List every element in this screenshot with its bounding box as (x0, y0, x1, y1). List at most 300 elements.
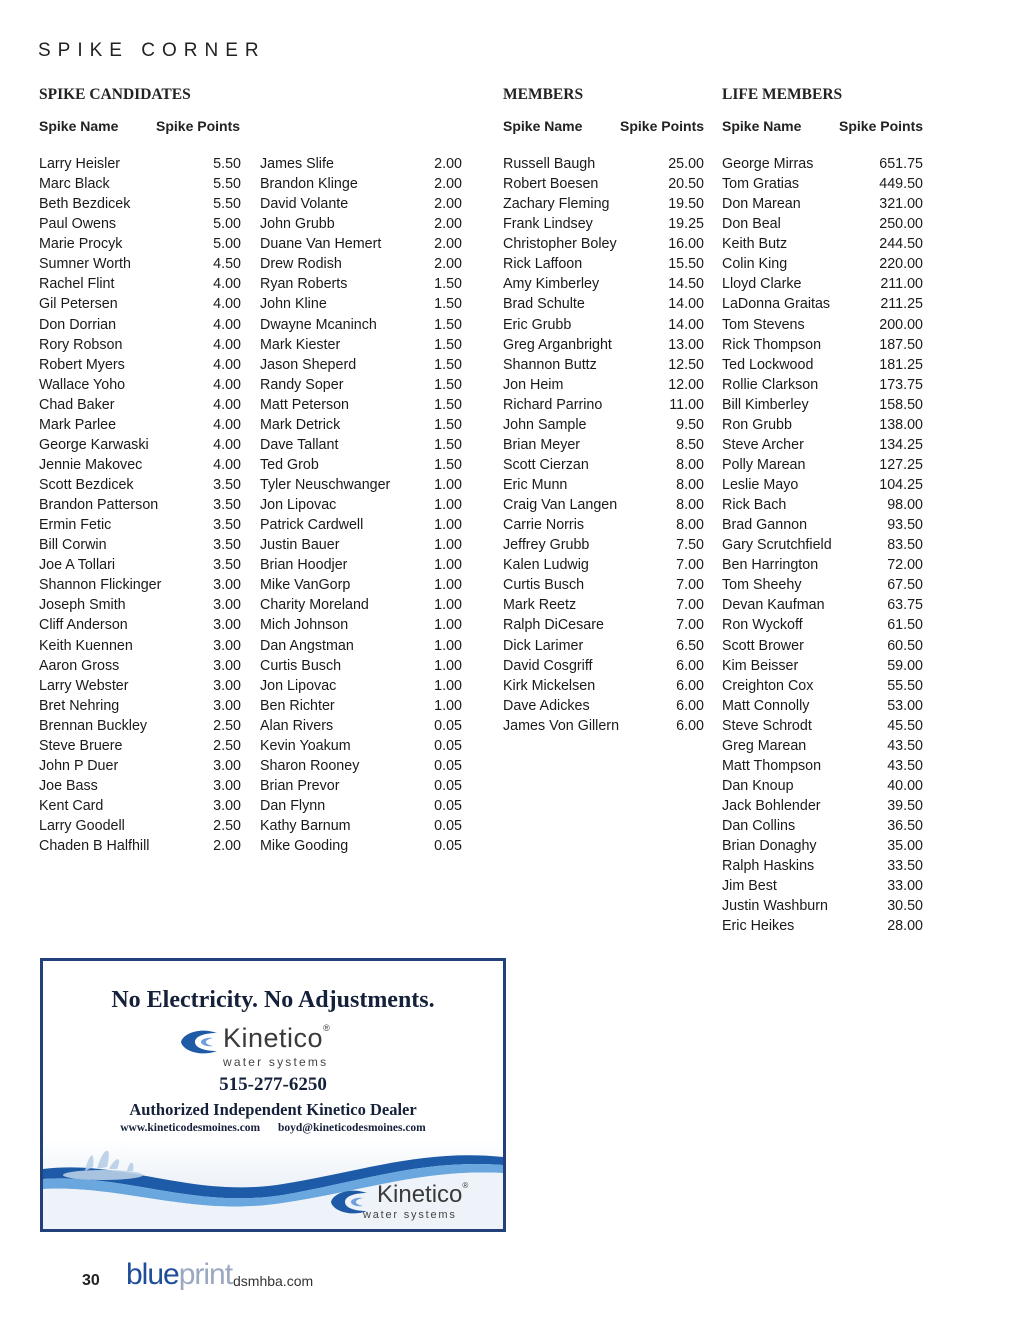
list-item (260, 798, 462, 818)
footer-site-link[interactable]: dsmhba.com (233, 1273, 314, 1289)
spike-name: George Mirras (722, 156, 814, 172)
list-item (39, 838, 241, 858)
spike-points: 2.00 (434, 236, 462, 253)
spike-points: 14.00 (668, 296, 704, 313)
spike-points: 3.00 (213, 637, 241, 654)
spike-name: Kathy Barnum (260, 818, 351, 835)
spike-name: Patrick Cardwell (260, 517, 364, 534)
spike-points: 211.25 (880, 296, 923, 313)
spike-points: 43.50 (887, 757, 923, 774)
spike-points: 15.50 (668, 256, 704, 273)
kinetico-swirl-icon (179, 1029, 219, 1055)
list-item (503, 577, 704, 597)
list-item (39, 457, 241, 477)
list-item (260, 377, 462, 397)
spike-name: Leslie Mayo (722, 477, 799, 493)
spike-points: 7.00 (676, 597, 704, 614)
spike-name: Marc Black (39, 176, 110, 193)
spike-name: Kalen Ludwig (503, 557, 589, 574)
spike-name: Jack Bohlender (722, 798, 821, 814)
spike-name: Rick Thompson (722, 336, 822, 353)
spike-points: 98.00 (887, 497, 923, 514)
list-item (260, 617, 462, 637)
list-item (503, 377, 704, 397)
spike-name: Curtis Busch (260, 657, 342, 674)
spike-name: Brandon Patterson (39, 497, 159, 514)
list-item (503, 236, 704, 256)
list-item (722, 417, 923, 437)
spike-points: 4.00 (213, 396, 241, 413)
list-item (503, 638, 704, 658)
spike-name: John Kline (260, 296, 327, 313)
spike-points: 1.00 (434, 657, 462, 674)
spike-name: Jennie Makovec (39, 456, 143, 473)
list-item (503, 437, 704, 457)
spike-name: Rick Laffoon (503, 256, 583, 273)
list-item (722, 216, 923, 236)
spike-name: Alan Rivers (260, 717, 334, 734)
spike-name: Curtis Busch (503, 577, 585, 594)
spike-points: 43.50 (887, 737, 923, 754)
candidates-points-header: Spike Points (156, 118, 241, 134)
kinetico-advertisement[interactable] (40, 958, 506, 1232)
spike-points: 3.50 (213, 497, 241, 514)
spike-points: 2.50 (213, 717, 241, 734)
spike-name: Chad Baker (39, 396, 115, 413)
list-item (39, 758, 241, 778)
spike-points: 4.50 (213, 256, 241, 273)
kinetico-logo (179, 1023, 379, 1071)
spike-points: 2.00 (434, 256, 462, 273)
members-name-header: Spike Name (503, 118, 583, 134)
spike-name: Brian Meyer (503, 436, 581, 453)
spike-points: 2.00 (434, 196, 462, 213)
spike-points: 7.00 (676, 617, 704, 634)
spike-name: Sharon Rooney (260, 757, 360, 774)
list-item (260, 156, 462, 176)
spike-name: Joseph Smith (39, 597, 126, 614)
spike-points: 0.05 (434, 777, 462, 794)
list-item (39, 377, 241, 397)
spike-name: Rory Robson (39, 336, 123, 353)
spike-name: Eric Grubb (503, 316, 572, 333)
spike-name: David Volante (260, 196, 349, 213)
list-item (39, 216, 241, 236)
spike-name: Scott Bezdicek (39, 477, 134, 493)
spike-points: 1.50 (434, 456, 462, 473)
list-item (39, 317, 241, 337)
list-item (722, 337, 923, 357)
spike-points: 158.50 (879, 396, 923, 413)
spike-points: 19.25 (668, 216, 704, 233)
spike-name: Ryan Roberts (260, 276, 348, 293)
spike-name: Ted Grob (260, 456, 319, 473)
spike-name: Ben Harrington (722, 557, 819, 574)
spike-points: 5.00 (213, 216, 241, 233)
list-item (260, 497, 462, 517)
spike-points: 134.25 (879, 436, 923, 453)
list-item (503, 497, 704, 517)
spike-name: Tom Sheehy (722, 577, 802, 594)
spike-points: 35.00 (887, 838, 923, 855)
spike-name: Scott Cierzan (503, 456, 589, 473)
list-item (39, 698, 241, 718)
spike-name: Gil Petersen (39, 296, 118, 313)
spike-points: 1.50 (434, 376, 462, 393)
list-item (722, 196, 923, 216)
list-item (260, 256, 462, 276)
spike-points: 93.50 (887, 517, 923, 534)
spike-name: Craig Van Langen (503, 497, 618, 514)
spike-points: 1.50 (434, 396, 462, 413)
spike-name: Christopher Boley (503, 236, 617, 253)
list-item (260, 758, 462, 778)
spike-points: 14.50 (668, 276, 704, 293)
spike-name: Kevin Yoakum (260, 737, 351, 754)
spike-points: 1.00 (434, 577, 462, 594)
list-item (260, 658, 462, 678)
spike-points: 104.25 (879, 477, 923, 493)
spike-points: 1.50 (434, 336, 462, 353)
spike-name: Kim Beisser (722, 657, 799, 674)
spike-name: Brandon Klinge (260, 176, 358, 193)
candidates-list-1 (39, 156, 241, 858)
list-item (39, 417, 241, 437)
ad-dealer-line: Authorized Independent Kinetico Dealer (129, 1100, 417, 1119)
spike-name: Mark Reetz (503, 597, 577, 614)
list-item (260, 597, 462, 617)
spike-name: Robert Myers (39, 356, 125, 373)
spike-points: 14.00 (668, 316, 704, 333)
spike-points: 12.00 (668, 376, 704, 393)
spike-name: Ralph DiCesare (503, 617, 604, 634)
list-item (722, 397, 923, 417)
ad-website-link[interactable]: www.kineticodesmoines.com (120, 1122, 261, 1134)
list-item (503, 597, 704, 617)
spike-points: 2.00 (434, 156, 462, 172)
list-item (260, 216, 462, 236)
spike-name: Larry Webster (39, 677, 129, 694)
spike-points: 3.00 (213, 757, 241, 774)
spike-points: 7.00 (676, 577, 704, 594)
spike-points: 6.00 (676, 657, 704, 674)
spike-points: 200.00 (879, 316, 923, 333)
spike-points: 45.50 (887, 717, 923, 734)
list-item (39, 437, 241, 457)
spike-name: John P Duer (39, 757, 119, 774)
spike-name: Mike Gooding (260, 838, 349, 855)
kinetico-wordmark-secondary: Kinetico® (377, 1181, 469, 1208)
spike-points: 5.50 (213, 156, 241, 172)
list-item (722, 357, 923, 377)
list-item (39, 617, 241, 637)
spike-name: Justin Bauer (260, 537, 340, 554)
spike-points: 13.00 (668, 336, 704, 353)
spike-points: 12.50 (668, 356, 704, 373)
spike-points: 1.00 (434, 677, 462, 694)
list-item (722, 557, 923, 577)
spike-points: 4.00 (213, 276, 241, 293)
kinetico-wordmark: Kinetico® (223, 1023, 331, 1053)
spike-name: Steve Archer (722, 436, 804, 453)
list-item (260, 236, 462, 256)
spike-points: 4.00 (213, 316, 241, 333)
spike-points: 1.00 (434, 517, 462, 534)
list-item (39, 718, 241, 738)
spike-name: Bret Nehring (39, 697, 120, 714)
spike-points: 36.50 (887, 818, 923, 835)
spike-points: 2.00 (434, 176, 462, 193)
list-item (722, 577, 923, 597)
spike-points: 20.50 (668, 176, 704, 193)
spike-name: Bill Corwin (39, 537, 107, 554)
spike-name: Aaron Gross (39, 657, 120, 674)
list-item (503, 337, 704, 357)
list-item (503, 357, 704, 377)
spike-points: 3.00 (213, 577, 241, 594)
list-item (722, 457, 923, 477)
spike-points: 67.50 (887, 577, 923, 594)
list-item (260, 477, 462, 497)
spike-name: Jim Best (722, 878, 777, 895)
list-item (503, 658, 704, 678)
list-item (39, 236, 241, 256)
list-item (39, 597, 241, 617)
list-item (722, 698, 923, 718)
life-members-name-header: Spike Name (722, 118, 802, 134)
list-item (260, 818, 462, 838)
list-item (503, 317, 704, 337)
spike-name: Joe Bass (39, 777, 98, 794)
spike-name: Jon Heim (503, 376, 564, 393)
list-item (260, 718, 462, 738)
list-item (722, 537, 923, 557)
spike-name: Brad Gannon (722, 517, 808, 534)
spike-points: 53.00 (887, 697, 923, 714)
spike-name: Jon Lipovac (260, 677, 337, 694)
spike-name: Charity Moreland (260, 597, 369, 614)
list-item (722, 477, 923, 497)
spike-points: 39.50 (887, 798, 923, 814)
spike-name: Dan Collins (722, 818, 796, 835)
spike-name: Robert Boesen (503, 176, 599, 193)
spike-points: 19.50 (668, 196, 704, 213)
spike-points: 181.25 (879, 356, 923, 373)
list-item (39, 276, 241, 296)
list-item (260, 638, 462, 658)
spike-points: 3.00 (213, 657, 241, 674)
spike-name: Brian Donaghy (722, 838, 817, 855)
spike-candidates-title: SPIKE CANDIDATES (39, 86, 191, 103)
spike-name: Jason Sheperd (260, 356, 357, 373)
list-item (722, 517, 923, 537)
ad-phone[interactable]: 515-277-6250 (219, 1074, 327, 1095)
spike-points: 3.00 (213, 597, 241, 614)
list-item (503, 718, 704, 738)
members-title: MEMBERS (503, 86, 584, 103)
spike-name: John Grubb (260, 216, 335, 233)
spike-points: 2.00 (434, 216, 462, 233)
spike-name: Mark Detrick (260, 416, 341, 433)
spike-points: 11.00 (669, 396, 704, 413)
spike-points: 0.05 (434, 838, 462, 855)
list-item (722, 256, 923, 276)
list-item (503, 397, 704, 417)
list-item (503, 276, 704, 296)
list-item (503, 296, 704, 316)
spike-name: Richard Parrino (503, 396, 603, 413)
spike-points: 651.75 (879, 156, 923, 172)
spike-name: Mark Parlee (39, 416, 117, 433)
spike-points: 40.00 (887, 777, 923, 794)
spike-points: 6.00 (676, 677, 704, 694)
spike-name: Brennan Buckley (39, 717, 148, 734)
list-item (39, 477, 241, 497)
list-item (260, 678, 462, 698)
members-points-header: Spike Points (620, 118, 705, 134)
list-item (260, 337, 462, 357)
spike-points: 220.00 (879, 256, 923, 273)
spike-name: Steve Schrodt (722, 717, 812, 734)
spike-name: Zachary Fleming (503, 196, 610, 213)
list-item (722, 236, 923, 256)
blueprint-logo: blueprint (126, 1258, 233, 1291)
spike-points: 4.00 (213, 356, 241, 373)
list-item (39, 517, 241, 537)
list-item (503, 176, 704, 196)
list-item (260, 838, 462, 858)
ad-email-link[interactable]: boyd@kineticodesmoines.com (278, 1122, 426, 1134)
spike-name: Keith Kuennen (39, 637, 133, 654)
spike-points: 1.50 (434, 316, 462, 333)
list-item (503, 417, 704, 437)
spike-points: 8.00 (676, 477, 704, 493)
spike-name: Don Dorrian (39, 316, 117, 333)
spike-points: 3.00 (213, 677, 241, 694)
list-item (722, 718, 923, 738)
list-item (260, 778, 462, 798)
list-item (39, 256, 241, 276)
spike-points: 1.50 (434, 416, 462, 433)
list-item (39, 156, 241, 176)
spike-name: Lloyd Clarke (722, 276, 802, 293)
list-item (260, 397, 462, 417)
spike-points: 5.50 (213, 196, 241, 213)
kinetico-tagline-secondary: water systems (363, 1209, 457, 1221)
spike-name: Dave Tallant (260, 436, 339, 453)
list-item (260, 417, 462, 437)
spike-name: Rachel Flint (39, 276, 115, 293)
list-item (722, 317, 923, 337)
list-item (39, 537, 241, 557)
spike-name: Ron Grubb (722, 416, 792, 433)
candidates-name-header: Spike Name (39, 118, 119, 134)
spike-name: Tyler Neuschwanger (260, 477, 391, 493)
spike-points: 3.00 (213, 617, 241, 634)
list-item (39, 176, 241, 196)
spike-name: Devan Kaufman (722, 597, 825, 614)
spike-points: 0.05 (434, 818, 462, 835)
list-item (260, 557, 462, 577)
spike-name: Beth Bezdicek (39, 196, 131, 213)
list-item (39, 577, 241, 597)
spike-points: 0.05 (434, 717, 462, 734)
spike-points: 28.00 (887, 918, 923, 935)
list-item (503, 256, 704, 276)
list-item (722, 678, 923, 698)
spike-name: Shannon Flickinger (39, 577, 162, 594)
spike-points: 1.00 (434, 497, 462, 514)
spike-name: John Sample (503, 416, 587, 433)
kinetico-tagline: water systems (223, 1055, 329, 1069)
list-item (260, 577, 462, 597)
list-item (722, 377, 923, 397)
spike-name: Ron Wyckoff (722, 617, 803, 634)
spike-name: Bill Kimberley (722, 396, 809, 413)
list-item (503, 557, 704, 577)
spike-name: Tom Stevens (722, 316, 805, 333)
spike-name: Cliff Anderson (39, 617, 128, 634)
spike-name: Mike VanGorp (260, 577, 351, 594)
spike-points: 0.05 (434, 757, 462, 774)
list-item (503, 156, 704, 176)
spike-points: 25.00 (668, 156, 704, 172)
spike-points: 2.50 (213, 737, 241, 754)
spike-name: Mark Kiester (260, 336, 341, 353)
spike-name: Matt Connolly (722, 697, 810, 714)
spike-name: Dan Knoup (722, 777, 794, 794)
spike-points: 1.00 (434, 617, 462, 634)
spike-points: 16.00 (668, 236, 704, 253)
list-item (722, 838, 923, 858)
spike-name: Matt Thompson (722, 757, 822, 774)
life-members-list (722, 156, 923, 938)
spike-name: Justin Washburn (722, 898, 828, 915)
spike-points: 3.00 (213, 697, 241, 714)
list-item (722, 176, 923, 196)
spike-name: Ben Richter (260, 697, 335, 714)
spike-name: Eric Heikes (722, 918, 795, 935)
spike-points: 1.50 (434, 436, 462, 453)
spike-points: 7.50 (676, 537, 704, 554)
list-item (503, 457, 704, 477)
spike-name: Frank Lindsey (503, 216, 593, 233)
ad-headline: No Electricity. No Adjustments. (111, 987, 435, 1013)
ad-contact-line (43, 1122, 503, 1134)
list-item (260, 437, 462, 457)
spike-name: Russell Baugh (503, 156, 596, 172)
spike-name: Kirk Mickelsen (503, 677, 596, 694)
spike-name: Paul Owens (39, 216, 117, 233)
list-item (722, 798, 923, 818)
spike-name: Don Marean (722, 196, 801, 213)
spike-name: Rollie Clarkson (722, 376, 819, 393)
spike-name: Carrie Norris (503, 517, 585, 534)
list-item (39, 357, 241, 377)
spike-name: Tom Gratias (722, 176, 800, 193)
spike-name: Colin King (722, 256, 788, 273)
spike-points: 8.00 (676, 497, 704, 514)
spike-points: 1.00 (434, 637, 462, 654)
list-item (260, 317, 462, 337)
spike-points: 4.00 (213, 436, 241, 453)
life-members-points-header: Spike Points (839, 118, 924, 134)
spike-name: Dan Flynn (260, 798, 326, 814)
spike-name: Ted Lockwood (722, 356, 814, 373)
spike-name: LaDonna Graitas (722, 296, 831, 313)
spike-points: 250.00 (879, 216, 923, 233)
spike-points: 449.50 (879, 176, 923, 193)
